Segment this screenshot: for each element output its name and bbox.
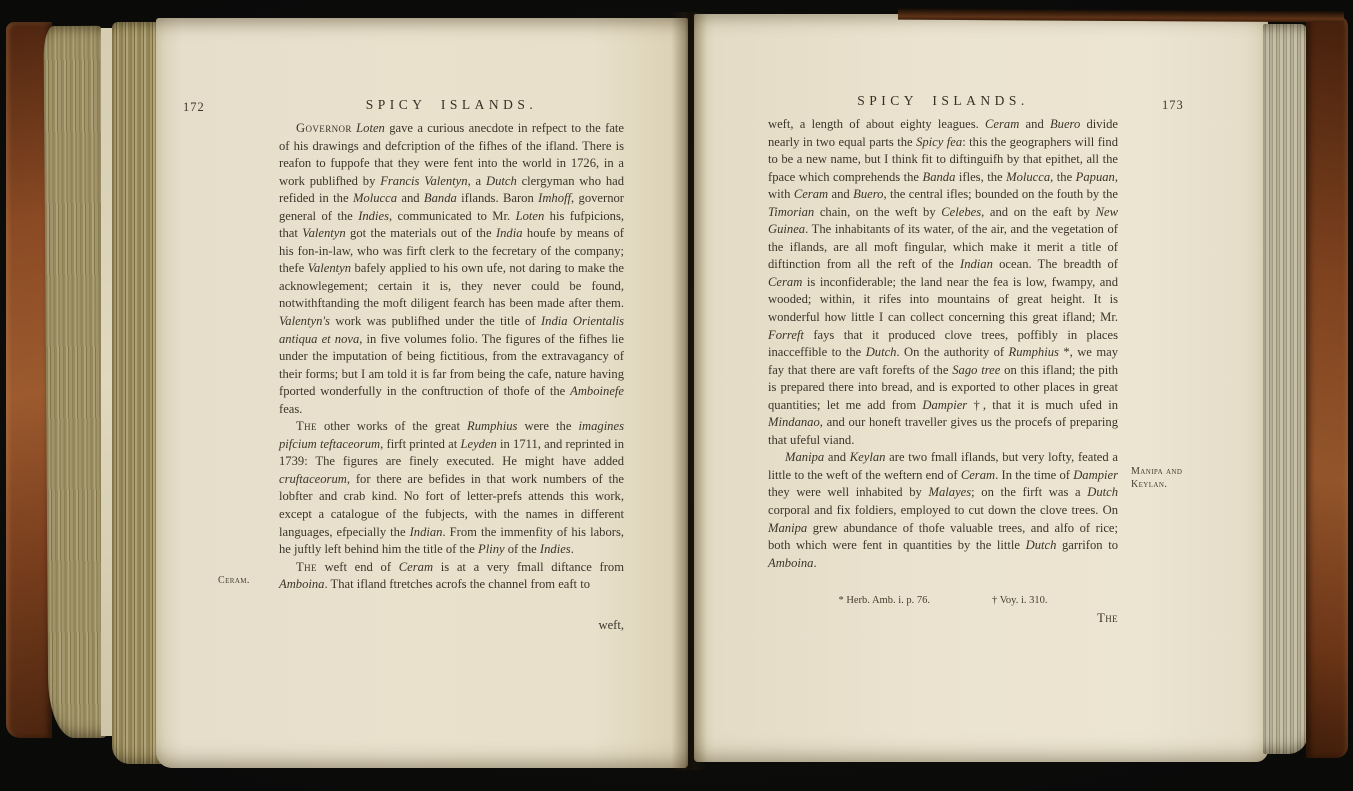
italic-text: Amboinefe xyxy=(570,384,624,399)
small-caps-text: Governor xyxy=(296,121,352,135)
italic-text: Banda xyxy=(922,169,956,184)
italic-text: Rumphius xyxy=(1008,345,1059,360)
footnotes-right xyxy=(768,595,1118,606)
italic-text: Valentyn xyxy=(307,261,352,276)
left-fore-edge-outer xyxy=(44,26,107,738)
italic-text: Forreft xyxy=(768,327,804,342)
margin-note-ceram: Ceram. xyxy=(218,575,250,586)
italic-text: New Guinea xyxy=(768,204,1118,237)
italic-text: Papuan xyxy=(1075,169,1115,184)
italic-text: Ceram xyxy=(398,559,434,574)
italic-text: Loten xyxy=(356,121,385,135)
italic-text: Dutch xyxy=(1087,485,1118,500)
page-number-right: 173 xyxy=(1162,98,1184,112)
italic-text: Molucca xyxy=(352,191,397,206)
text-block-left xyxy=(279,120,624,594)
italic-text: Indies xyxy=(358,208,389,223)
paragraph: weft, a length of about eighty leagues. Ceram and Buero divide nearly in two equal parts the Spicy fea: this the geographers will find to be a new name, but I think fit to diftinguifh by that epithet, all the fpace which comprehends the Banda ifles, the Molucca, the Papuan, with Ceram and Buero, the central ifles; bounded on the fouth by the Timorian chain, on the weft by Celebes, and on the eaft by New Guinea. The inhabitants of its water, of the air, and the vegetation of the iflands, are all moft fingular, which make it merit a title of diftinction from all the reft of the Indian ocean. The breadth of Ceram is inconfiderable; the land near the fea is low, fwampy, and wooded; within, it rifes into mountains of great height. It is wonderful how little I can collect concerning this great ifland; Mr. Forreft fays that it produced clove trees, poffibly in places inacceffible to the Dutch. On the authority of Rumphius *, we may fay that there are vaft forefts of the Sago tree on this ifland; the pith is prepared there into bread, and is exported to other places in great quantities; let me add from Dampier †, that it is much ufed in Mindanao, and our honeft traveller gives us the procefs of preparing that ufeful viand. xyxy=(768,117,1119,447)
italic-text: Spicy fea xyxy=(916,134,963,149)
italic-text: Ceram xyxy=(985,117,1020,131)
italic-text: Pliny xyxy=(478,542,505,557)
small-caps-text: The xyxy=(296,559,317,574)
italic-text: Ceram xyxy=(768,274,803,289)
page-number-left: 172 xyxy=(183,100,205,114)
text-block-right xyxy=(768,116,1118,572)
italic-text: Dutch xyxy=(1025,538,1057,553)
italic-text: Leyden xyxy=(460,436,497,451)
italic-text: Dampier xyxy=(1073,467,1118,482)
running-header-left: SPICY ISLANDS. xyxy=(365,97,538,112)
small-caps-text: The xyxy=(296,419,317,434)
italic-text: Dampier xyxy=(922,397,968,412)
right-fore-edge xyxy=(1263,24,1308,754)
italic-text: cruftaceorum xyxy=(279,471,347,486)
catchword-right: The xyxy=(1097,611,1118,625)
right-book-cover xyxy=(1306,16,1348,758)
paragraph: The other works of the great Rumphius were the imagines pifcium teftaceorum, firft printed at Leyden in 1711, and reprinted in 1739: The figures are finely executed. He might have added cruftaceorum, for there are befides in that work numbers of the lobfter and crab kind. No fort of letter-prefs attends this work, except a catalogue of the fubjects, with the names in different languages, efpecially the Indian. From the immenfity of his labors, he juftly left behind him the title of the Pliny of the Indies. xyxy=(279,419,624,557)
left-page xyxy=(156,18,688,768)
italic-text: Malayes xyxy=(928,485,972,500)
italic-text: Ceram xyxy=(960,467,996,482)
italic-text: India xyxy=(495,226,523,241)
italic-text: Buero xyxy=(853,187,884,202)
running-header-right: SPICY ISLANDS. xyxy=(857,93,1029,108)
italic-text: Indies xyxy=(539,542,571,557)
italic-text: India Orientalis antiqua et nova xyxy=(279,314,625,346)
italic-text: imagines pifcium teftaceorum xyxy=(279,419,624,451)
footnote-herb-amb: * Herb. Amb. i. p. 76. xyxy=(838,595,931,606)
italic-text: Ceram xyxy=(793,187,829,202)
catchword-left: weft, xyxy=(598,618,624,632)
italic-text: Rumphius xyxy=(467,419,518,434)
italic-text: Amboina xyxy=(279,577,325,592)
italic-text: Mindanao xyxy=(768,415,820,430)
italic-text: Sago tree xyxy=(952,362,1001,377)
margin-note-manipa-and-keylan: Manipa and Keylan. xyxy=(1131,466,1183,490)
italic-text: Buero xyxy=(1049,117,1081,131)
italic-text: Timorian xyxy=(768,204,815,219)
italic-text: Imhoff xyxy=(538,191,572,206)
italic-text: Loten xyxy=(515,208,545,223)
italic-text: Indian xyxy=(960,257,993,272)
paragraph: Manipa and Keylan are two fmall iflands, but very lofty, feated a little to the weft of the weftern end of Ceram. In the time of Dampier they were well inhabited by Malayes; on the firft was a Dutch corporal and fix foldiers, employed to cut down the clove trees. On Manipa grew abundance of thofe valuable trees, and alfo of rice; both which were fent in quantities by the little Dutch garrifon to Amboina. xyxy=(768,450,1118,570)
italic-text: Indian xyxy=(409,524,443,539)
italic-text: Dutch xyxy=(865,345,897,360)
paragraph: Governor Loten gave a curious anecdote in refpect to the fate of his drawings and defcription of the fifhes of the ifland. There is reafon to fuppofe that they were fent into the world in 1726, in a work publifhed by Francis Valentyn, a Dutch clergyman who had refided in the Molucca and Banda iflands. Baron Imhoff, governor general of the Indies, communicated to Mr. Loten his fufpicions, that Valentyn got the materials out of the India houfe by means of his fon-in-law, who was firft clerk to the fecretary of the company; thefe Valentyn bafely applied to his own ufe, not daring to make the acknowlegement; certain it is, they never could be found, notwithftanding the moft diligent fearch has been made after them. Valentyn's work was publifhed under the title of India Orientalis antiqua et nova, in five volumes folio. The figures of the fifhes lie under the imputation of being fictitious, from the extravagancy of their forms; but I am told it is far from being the cafe, nature having fported wonderfully in the conftruction of thofe of the Amboinefe feas. xyxy=(279,121,625,416)
italic-text: Amboina xyxy=(768,555,814,570)
italic-text: Valentyn's xyxy=(279,314,330,329)
italic-text: Banda xyxy=(423,191,457,206)
italic-text: Keylan xyxy=(849,450,886,465)
italic-text: Molucca xyxy=(1006,169,1051,184)
paragraph: The weft end of Ceram is at a very fmall diftance from Amboina. That ifland ftretches acrofs the channel from eaft to xyxy=(279,559,625,592)
italic-text: Valentyn xyxy=(302,226,346,241)
italic-text: Manipa xyxy=(768,520,808,535)
right-page xyxy=(694,14,1268,762)
italic-text: Dutch xyxy=(485,173,517,188)
italic-text: Manipa xyxy=(785,450,825,465)
footnote-voy: † Voy. i. 310. xyxy=(992,595,1048,606)
italic-text: Francis Valentyn xyxy=(380,173,468,188)
italic-text: Celebes xyxy=(941,204,982,219)
